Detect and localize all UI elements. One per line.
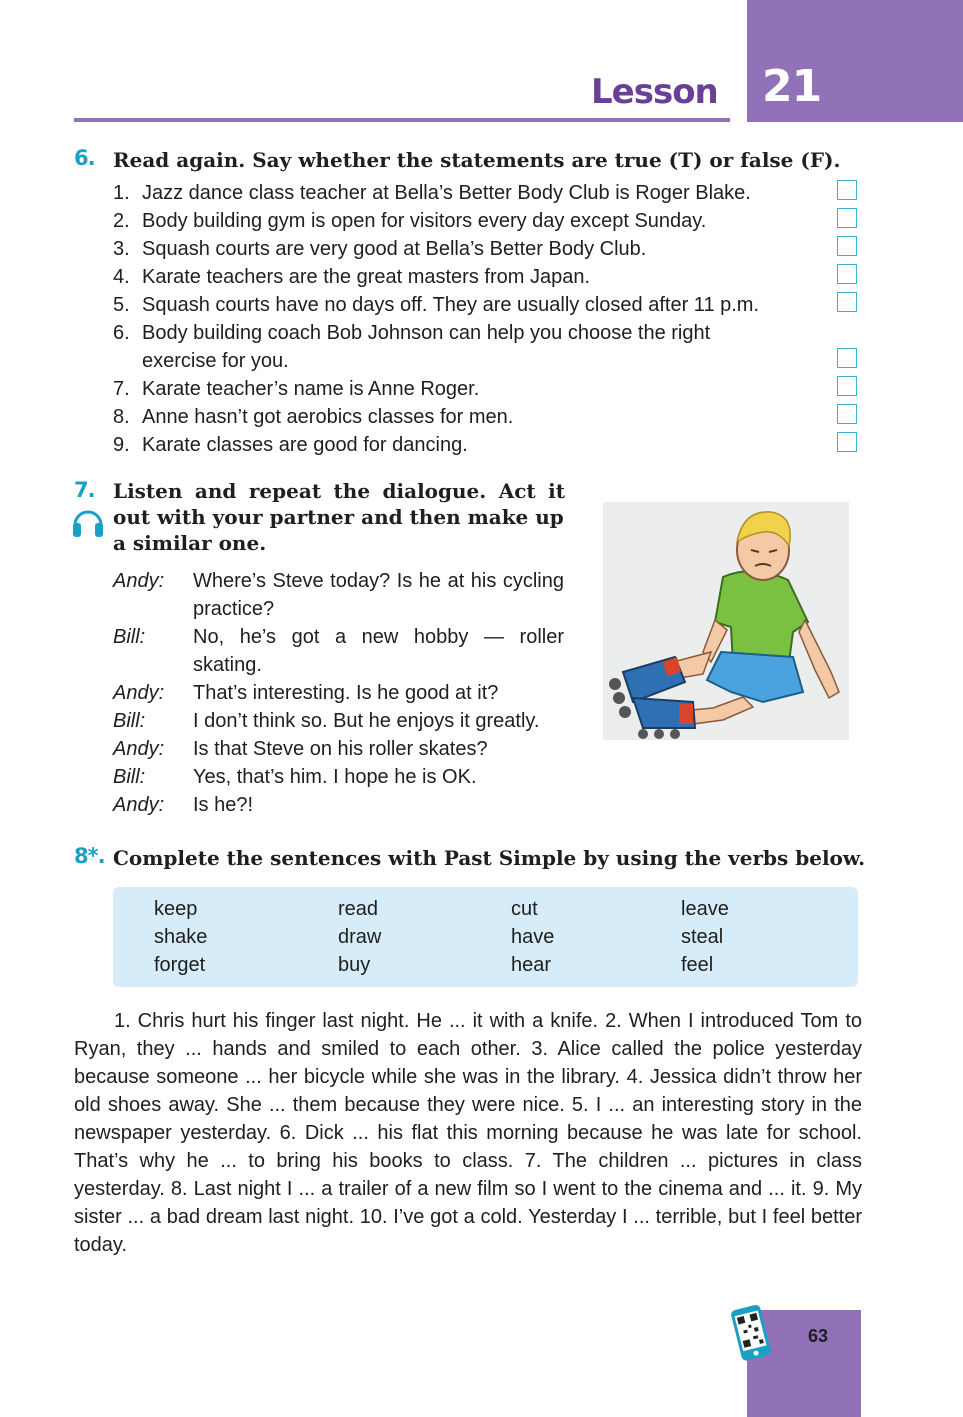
verb: steal bbox=[681, 926, 724, 948]
exercise-7-title-line-2: out with your partner and then make up bbox=[113, 505, 564, 529]
statement-text: Squash courts are very good at Bella’s Better Body Club. bbox=[142, 238, 647, 260]
exercise-8-paragraph: 1. Chris hurt his finger last night. He ... it with a knife. 2. When I introduced Tom to Ryan, they ... hands and smiled to each other. 3. Alice called the police yesterday because someone ... her bicycle while she was in the library. 4. Jessica didn’t throw her old shoes away. She ... them because they were nice. 5. I ... an interesting story in the newspaper yesterday. 6. Dick ... his flat this morning because he was late for school. That’s why he ... to bring his books to class. 7. The children ... pictures in class yesterday. 8. Last night I ... a trailer of a new film so I went to the cinema and ... it. 9. My sister ... a bad dream last night. 10. I’ve got a cold. Yesterday I ... terrible, but I feel better today. bbox=[74, 1010, 862, 1256]
header-divider bbox=[74, 118, 730, 122]
verb: cut bbox=[511, 898, 538, 920]
answer-box-9[interactable] bbox=[837, 432, 857, 452]
statement-text: Karate teachers are the great masters from Japan. bbox=[142, 266, 590, 288]
verb: forget bbox=[154, 954, 206, 976]
statement-number: 5. bbox=[113, 294, 130, 316]
dialogue-speaker: Bill: bbox=[113, 766, 146, 788]
statement-number: 3. bbox=[113, 238, 130, 260]
answer-box-3[interactable] bbox=[837, 236, 857, 256]
answer-box-8[interactable] bbox=[837, 404, 857, 424]
statement-number: 4. bbox=[113, 266, 130, 288]
answer-box-6[interactable] bbox=[837, 348, 857, 368]
statement-number: 8. bbox=[113, 406, 130, 428]
verb: feel bbox=[681, 954, 714, 976]
verb-box bbox=[113, 887, 858, 987]
answer-box-4[interactable] bbox=[837, 264, 857, 284]
dialogue-speaker: Andy: bbox=[113, 738, 165, 760]
answer-box-2[interactable] bbox=[837, 208, 857, 228]
answer-box-5[interactable] bbox=[837, 292, 857, 312]
verb: read bbox=[338, 898, 379, 920]
dialogue-speaker: Bill: bbox=[113, 710, 146, 732]
verb: buy bbox=[338, 954, 371, 976]
dialogue-line: Is he?! bbox=[193, 794, 254, 816]
dialogue-line: No, he’s got a new hobby — roller skating. bbox=[193, 626, 564, 676]
statement-text: Jazz dance class teacher at Bella’s Better Body Club is Roger Blake. bbox=[142, 182, 751, 204]
dialogue-line: Where’s Steve today? Is he at his cycling practice? bbox=[193, 570, 564, 620]
headphones-icon bbox=[71, 505, 105, 539]
dialogue-speaker: Bill: bbox=[113, 626, 146, 648]
exercise-6-title: Read again. Say whether the statements are true (T) or false (F). bbox=[113, 148, 841, 172]
statement-text: Karate classes are good for dancing. bbox=[142, 434, 468, 456]
answer-box-7[interactable] bbox=[837, 376, 857, 396]
answer-box-1[interactable] bbox=[837, 180, 857, 200]
exercise-8-title: Complete the sentences with Past Simple by using the verbs below. bbox=[113, 846, 866, 870]
dialogue-line: I don’t think so. But he enjoys it greatly. bbox=[193, 710, 540, 732]
exercise-8-number: 8*. bbox=[74, 844, 105, 868]
statement-number: 9. bbox=[113, 434, 130, 456]
verb: leave bbox=[681, 898, 729, 920]
dialogue-speaker: Andy: bbox=[113, 682, 165, 704]
exercise-7-title-line-1: Listen and repeat the dialogue. Act it bbox=[113, 479, 565, 503]
lesson-title: Lesson bbox=[591, 72, 718, 112]
statement-number: 2. bbox=[113, 210, 130, 232]
dialogue-speaker: Andy: bbox=[113, 794, 165, 816]
dialogue-speaker: Andy: bbox=[113, 570, 165, 592]
verb: draw bbox=[338, 926, 382, 948]
statement-number: 1. bbox=[113, 182, 130, 204]
verb: have bbox=[511, 926, 555, 948]
verb: keep bbox=[154, 898, 198, 920]
dialogue-line: That’s interesting. Is he good at it? bbox=[193, 682, 499, 704]
statement-text: Karate teacher’s name is Anne Roger. bbox=[142, 378, 480, 400]
dialogue-line: Yes, that’s him. I hope he is OK. bbox=[193, 766, 477, 788]
statement-number: 7. bbox=[113, 378, 130, 400]
statement-number: 6. bbox=[113, 322, 130, 344]
lesson-number: 21 bbox=[762, 61, 822, 112]
exercise-7-title-line-3: a similar one. bbox=[113, 531, 267, 555]
statement-text-continued: exercise for you. bbox=[142, 350, 289, 372]
page-number: 63 bbox=[808, 1326, 829, 1346]
statement-text: Anne hasn’t got aerobics classes for men. bbox=[142, 406, 514, 428]
statement-text: Body building gym is open for visitors every day except Sunday. bbox=[142, 210, 707, 232]
verb: hear bbox=[511, 954, 552, 976]
statement-text: Squash courts have no days off. They are usually closed after 11 p.m. bbox=[142, 294, 760, 316]
exercise-6-number: 6. bbox=[74, 146, 95, 170]
verb: shake bbox=[154, 926, 208, 948]
exercise-7-number: 7. bbox=[74, 478, 95, 502]
phone-qr-icon bbox=[728, 1303, 772, 1363]
dialogue-line: Is that Steve on his roller skates? bbox=[193, 738, 488, 760]
boy-roller-skates-illustration bbox=[603, 502, 849, 740]
statement-text: Body building coach Bob Johnson can help you choose the right bbox=[142, 322, 711, 344]
